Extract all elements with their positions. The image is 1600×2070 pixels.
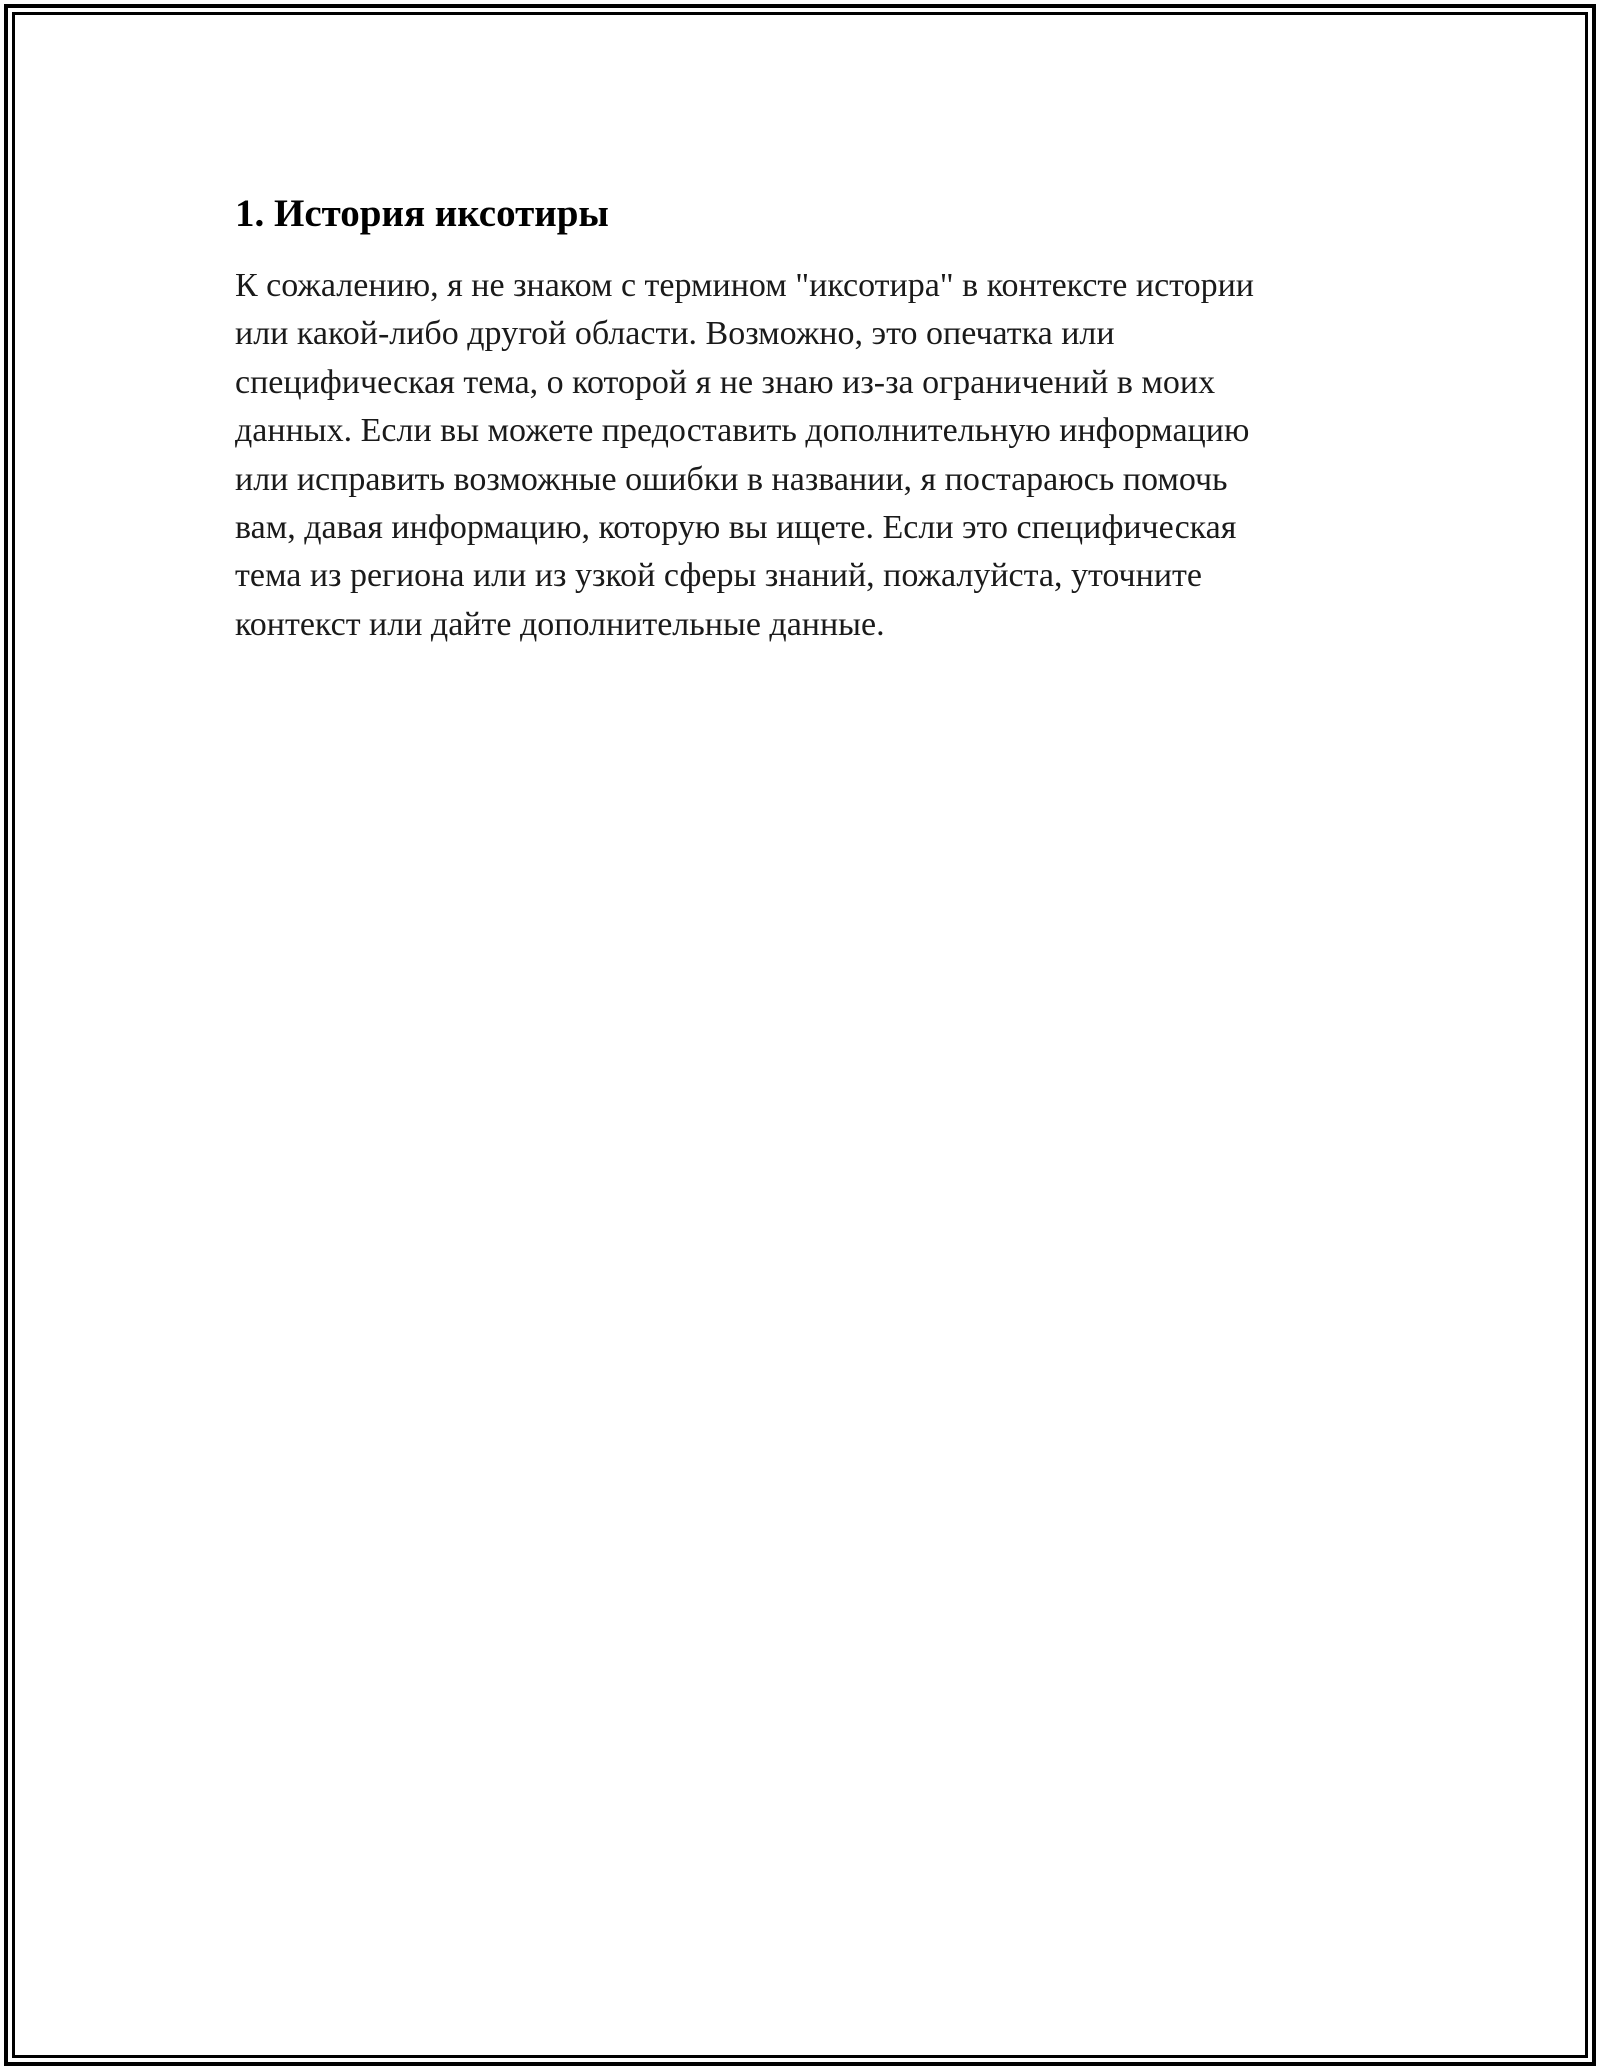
document-body (235, 188, 1365, 649)
paragraph-line: вам, давая информацию, которую вы ищете. Если это специфическая (235, 509, 1237, 547)
paragraph-line: К сожалению, я не знаком с термином "иксотира" в контексте истории (235, 267, 1254, 304)
paragraph-line: тема из региона или из узкой сферы знаний, пожалуйста, уточните (235, 557, 1202, 595)
paragraph-line: специфическая тема, о которой я не знаю из-за ограничений в моих (235, 363, 1216, 401)
section-paragraph (235, 262, 1365, 649)
section-heading: 1. История иксотиры (235, 192, 609, 235)
paragraph-line: или какой-либо другой области. Возможно, это опечатка или (235, 315, 1115, 353)
paragraph-line: данных. Если вы можете предоставить дополнительную информацию (235, 412, 1250, 450)
paragraph-line: или исправить возможные ошибки в названии, я постараюсь помочь (235, 460, 1228, 498)
paragraph-line: контекст или дайте дополнительные данные. (235, 605, 885, 643)
